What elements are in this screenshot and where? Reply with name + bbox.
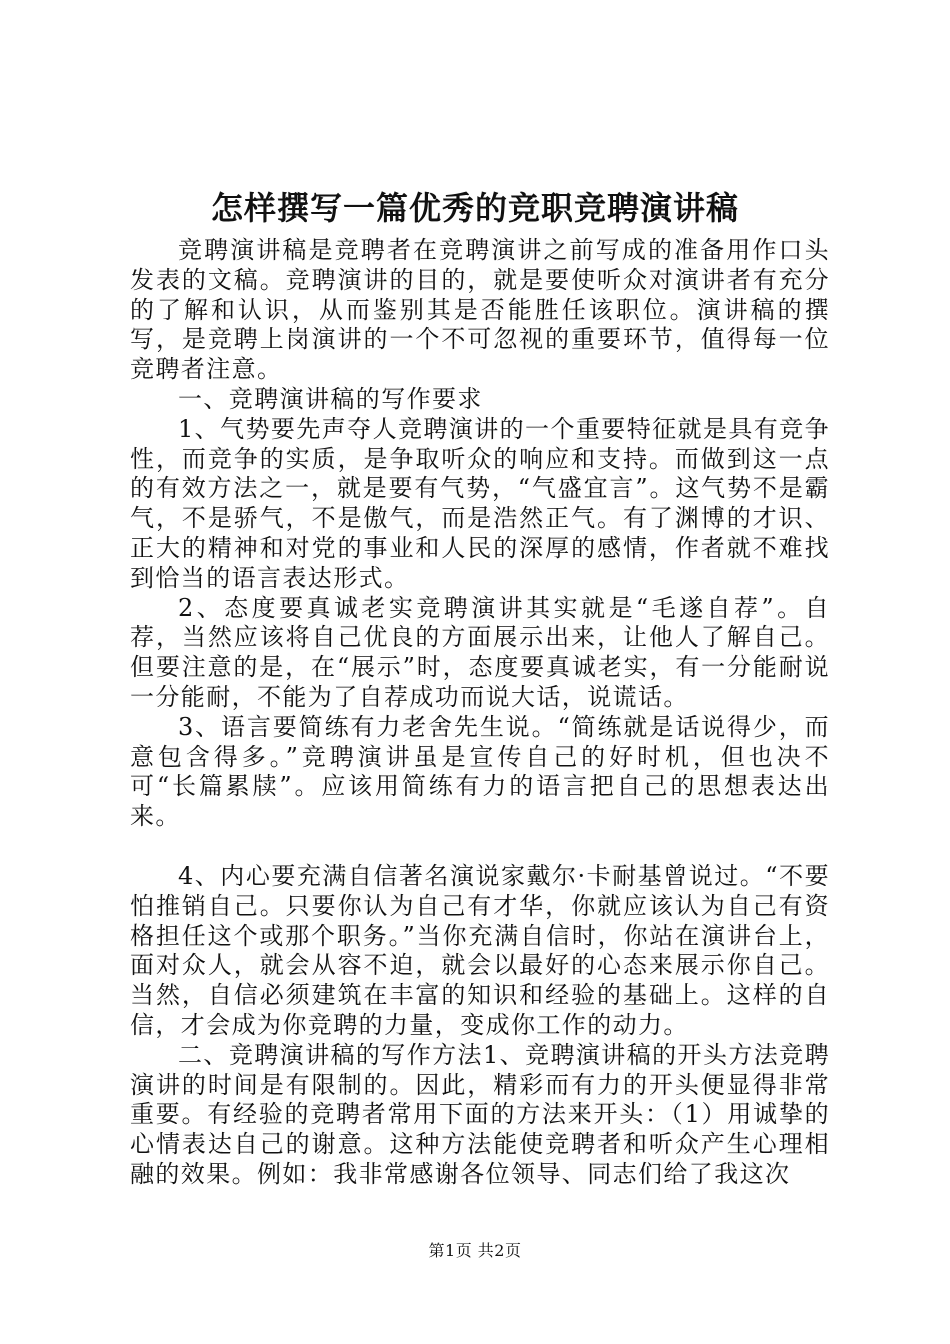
paragraph-requirement-1: 1、气势要先声夺人竞聘演讲的一个重要特征就是具有竞争性，而竞争的实质，是争取听众的响应和支持。而做到这一点的有效方法之一，就是要有气势，“气盛宜言”。这气势不是霸气，不是骄气，不是傲气，而是浩然正气。有了渊博的才识、正大的精神和对党的事业和人民的深厚的感情，作者就不难找到恰当的语言表达形式。 (130, 414, 830, 592)
paragraph-spacer (130, 832, 830, 862)
paragraph-requirement-4: 4、内心要充满自信著名演说家戴尔·卡耐基曾说过。“不要怕推销自己。只要你认为自己有才华，你就应该认为自己有资格担任这个或那个职务。”当你充满自信时，你站在演讲台上，面对众人，就会从容不迫，就会以最好的心态来展示你自己。当然，自信必须建筑在丰富的知识和经验的基础上。这样的自信，才会成为你竞聘的力量，变成你工作的动力。 (130, 861, 830, 1039)
section-heading-requirements: 一、竞聘演讲稿的写作要求 (178, 384, 483, 413)
paragraph-requirement-3: 3、语言要简练有力老舍先生说。“简练就是话说得少，而意包含得多。”竞聘演讲虽是宣传自己的好时机，但也决不可“长篇累牍”。应该用简练有力的语言把自己的思想表达出来。 (130, 712, 830, 831)
document-title: 怎样撰写一篇优秀的竞职竞聘演讲稿 (210, 189, 739, 227)
paragraph-requirement-2: 2、态度要真诚老实竞聘演讲其实就是“毛遂自荐”。自荐，当然应该将自己优良的方面展示出来，让他人了解自己。但要注意的是，在“展示”时，态度要真诚老实，有一分能耐说一分能耐，不能为了自荐成功而说大话，说谎话。 (130, 593, 830, 711)
paragraph-methods: 二、竞聘演讲稿的写作方法1、竞聘演讲稿的开头方法竞聘演讲的时间是有限制的。因此，精彩而有力的开头便显得非常重要。有经验的竞聘者常用下面的方法来开头：（1）用诚挚的心情表达自己的谢意。这种方法能使竞聘者和听众产生心理相融的效果。例如：我非常感谢各位领导、同志们给了我这次 (130, 1040, 830, 1188)
document-body (130, 236, 830, 1190)
paragraph-intro: 竞聘演讲稿是竞聘者在竞聘演讲之前写成的准备用作口头发表的文稿。竞聘演讲的目的，就是要使听众对演讲者有充分的了解和认识，从而鉴别其是否能胜任该职位。演讲稿的撰写，是竞聘上岗演讲的一个不可忽视的重要环节，值得每一位竞聘者注意。 (130, 236, 830, 384)
page-number-footer: 第1页 共2页 (428, 1241, 522, 1260)
